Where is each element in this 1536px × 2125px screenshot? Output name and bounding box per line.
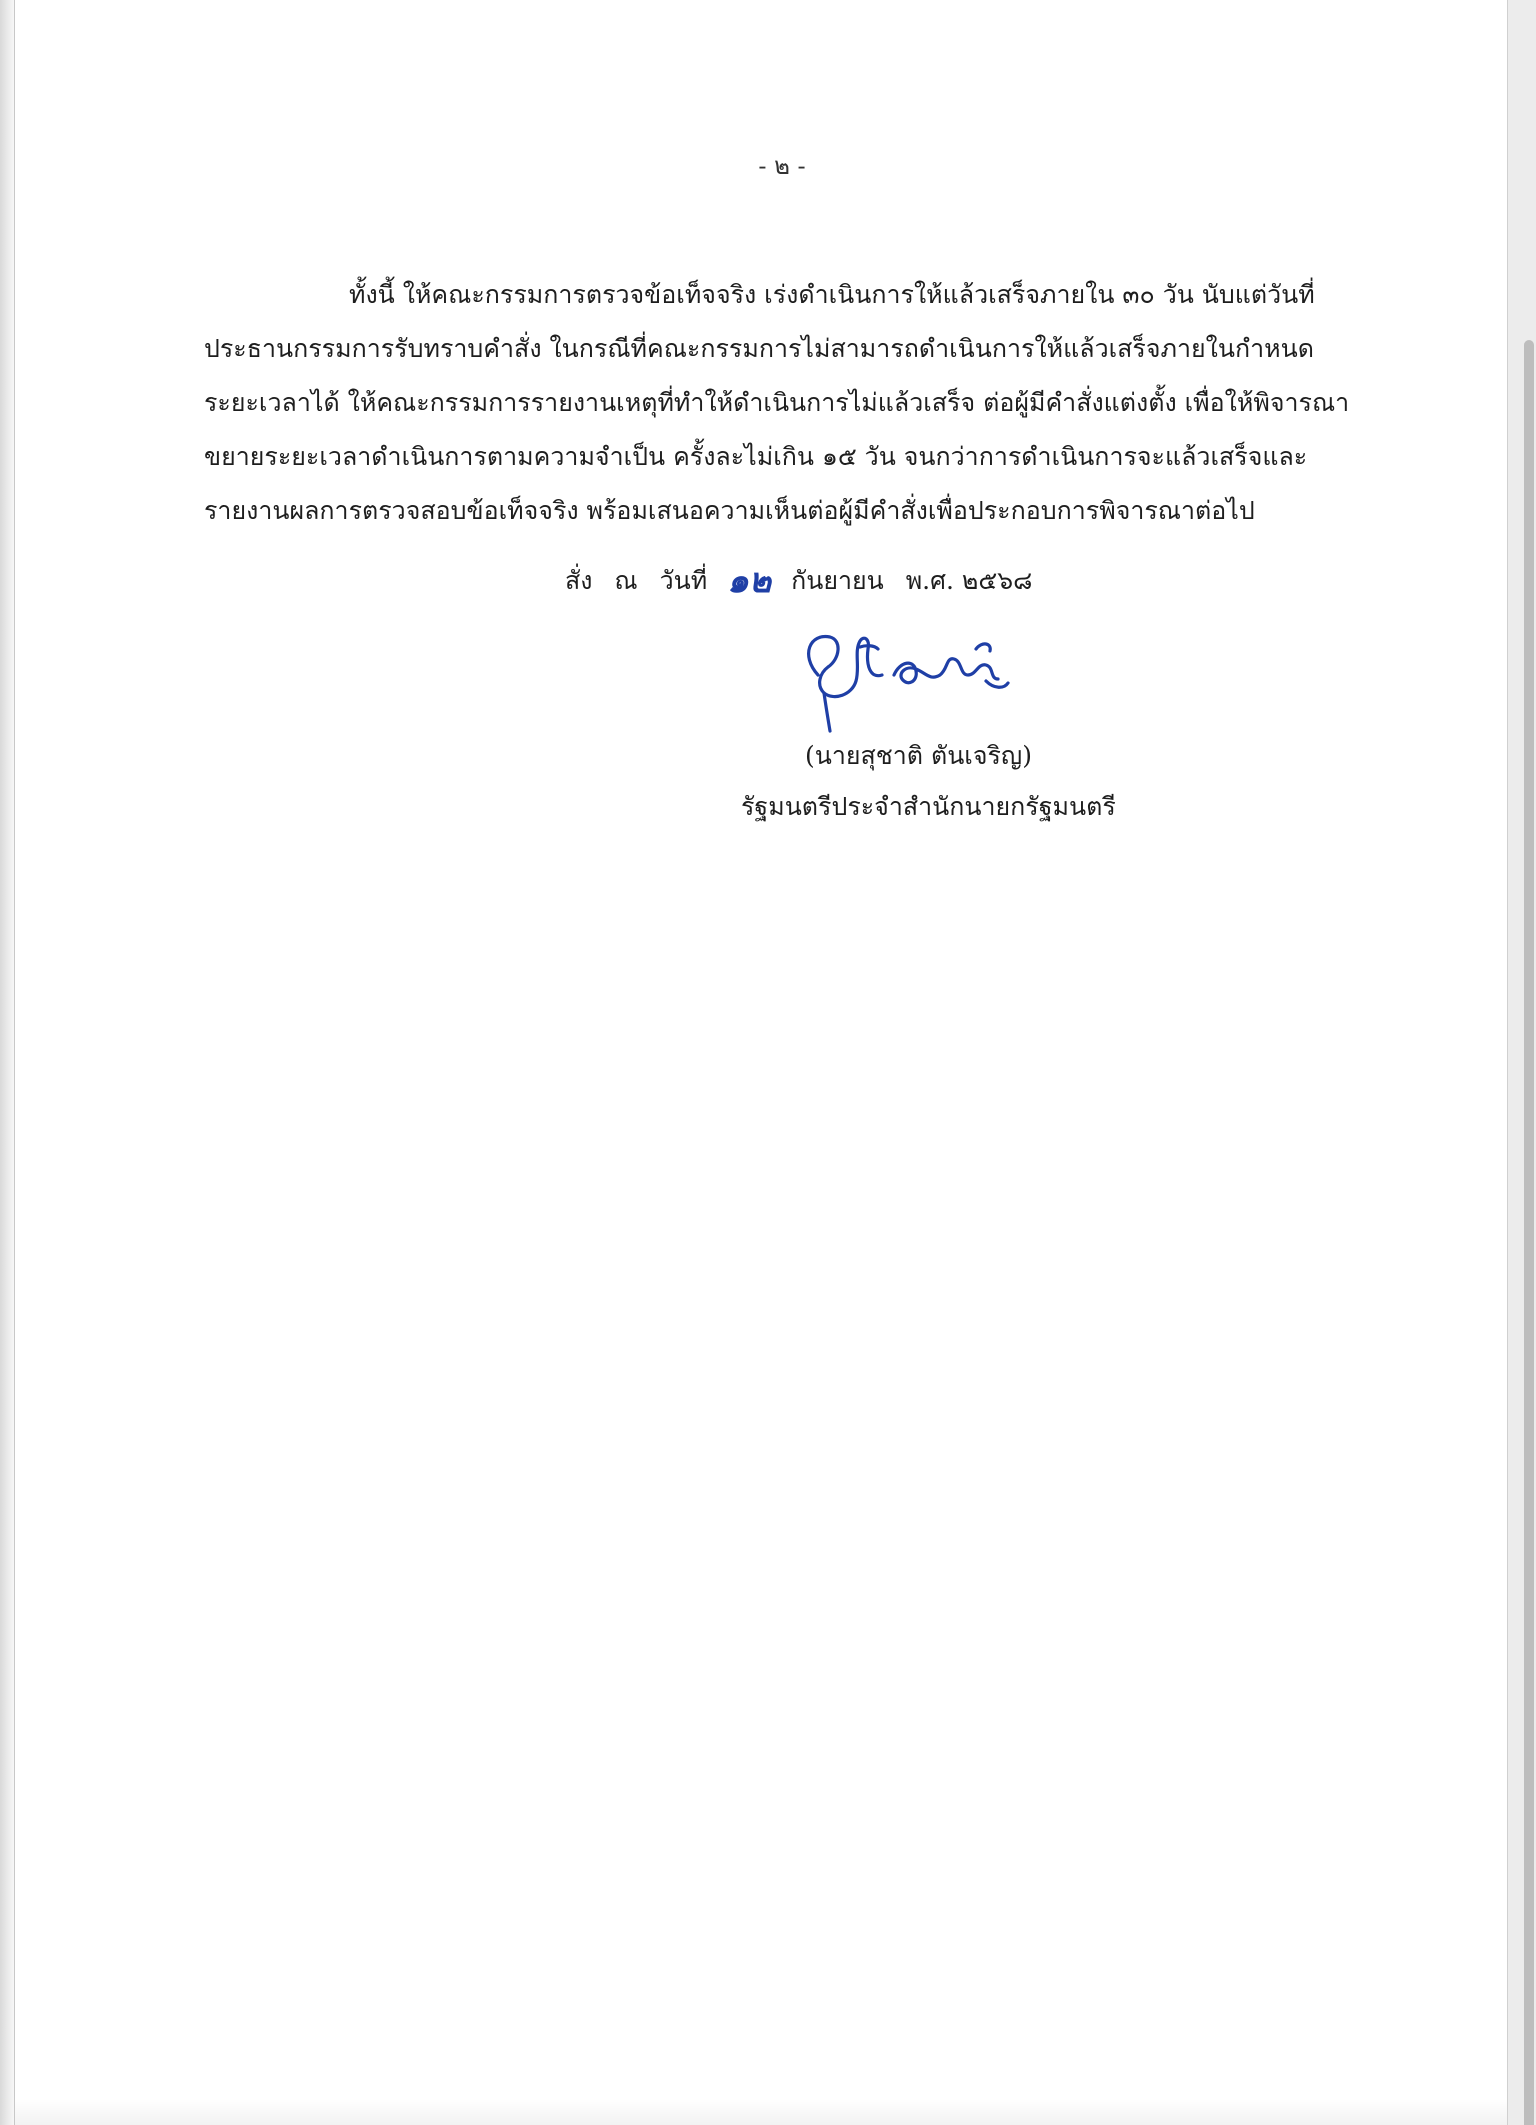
signer-title: รัฐมนตรีประจำสำนักนายกรัฐมนตรี <box>741 792 1116 821</box>
scrollbar-track[interactable] <box>1507 0 1536 2125</box>
signer-name: (นายสุชาติ ตันเจริญ) <box>805 741 1032 770</box>
order-date-line <box>565 553 1032 607</box>
page-bottom-shadow <box>15 2099 1508 2125</box>
signature-stroke-5 <box>976 644 990 651</box>
order-era: พ.ศ. <box>905 566 954 595</box>
body-line-2: ประธานกรรมการรับทราบคำสั่ง ในกรณีที่คณะกรรมการไม่สามารถดำเนินการให้แล้วเสร็จภายในกำหนด <box>204 334 1314 363</box>
order-prefix: สั่ง <box>565 566 593 595</box>
order-at: ณ <box>614 566 638 595</box>
scrollbar-thumb[interactable] <box>1524 340 1534 2125</box>
body-line-4: ขยายระยะเวลาดำเนินการตามความจำเป็น ครั้งละไม่เกิน ๑๕ วัน จนกว่าการดำเนินการจะแล้วเสร็จและ <box>204 442 1308 471</box>
body-line-3: ระยะเวลาได้ ให้คณะกรรมการรายงานเหตุที่ทำให้ดำเนินการไม่แล้วเสร็จ ต่อผู้มีคำสั่งแต่งตั้ง เพื่อให้พิจารณา <box>204 388 1350 417</box>
page-number: - ๒ - <box>758 152 806 180</box>
signature-image <box>790 615 1020 745</box>
signature-stroke-4 <box>894 659 998 683</box>
signature-stroke-6 <box>986 681 1008 687</box>
body-line-5: รายงานผลการตรวจสอบข้อเท็จจริง พร้อมเสนอความเห็นต่อผู้มีคำสั่งเพื่อประกอบการพิจารณาต่อไป <box>204 496 1255 525</box>
left-frame-edge <box>0 0 14 2125</box>
handwritten-day: ๑๒ <box>727 561 772 601</box>
order-year: ๒๕๖๘ <box>961 566 1033 595</box>
order-day-label: วันที่ <box>659 566 708 595</box>
signature-stroke-2 <box>824 693 830 731</box>
order-month: กันยายน <box>791 566 884 595</box>
order-body-paragraph <box>204 268 1384 538</box>
body-line-1: ทั้งนี้ ให้คณะกรรมการตรวจข้อเท็จจริง เร่งดำเนินการให้แล้วเสร็จภายใน ๓๐ วัน นับแต่วันที่ <box>349 280 1315 309</box>
